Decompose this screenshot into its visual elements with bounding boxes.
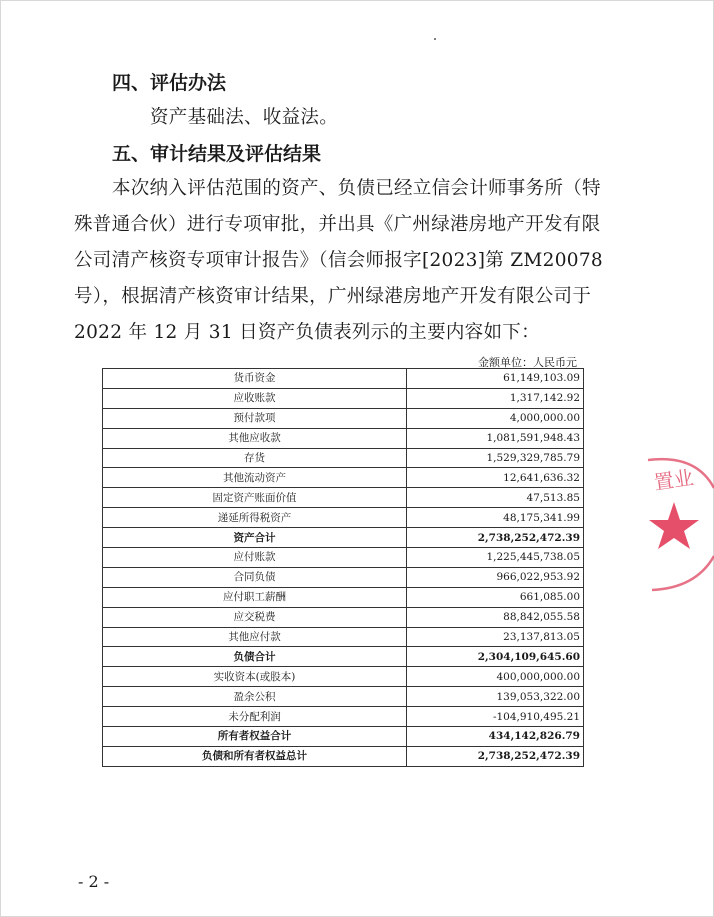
table-row	[103, 707, 584, 727]
row-label: 负债和所有者权益总计	[103, 746, 407, 766]
body-line-4: 号），根据清产核资审计结果，广州绿港房地产开发有限公司于	[74, 286, 592, 307]
table-row	[103, 687, 584, 707]
amount-unit-label: 金额单位：人民币元	[478, 356, 577, 369]
table-row	[103, 369, 584, 389]
table-row	[103, 627, 584, 647]
row-value: 400,000,000.00	[407, 667, 584, 687]
row-value: 88,842,055.58	[407, 607, 584, 627]
row-value: 1,081,591,948.43	[407, 428, 584, 448]
company-seal-stamp	[636, 448, 714, 598]
row-label: 其他流动资产	[103, 468, 407, 488]
scan-dot	[434, 38, 436, 40]
row-label: 其他应收款	[103, 428, 407, 448]
body-line-2: 殊普通合伙）进行专项审批，并出具《广州绿港房地产开发有限	[74, 214, 601, 235]
row-label: 合同负债	[103, 567, 407, 587]
row-label: 所有者权益合计	[103, 727, 407, 747]
body-line-5: 2022 年 12 月 31 日资产负债表列示的主要内容如下：	[74, 322, 540, 343]
table-row	[103, 548, 584, 568]
body-line-3: 公司清产核资专项审计报告》（信会师报字[2023]第 ZM20078	[74, 250, 603, 271]
row-label: 资产合计	[103, 528, 407, 548]
table-row-total	[103, 727, 584, 747]
table-row	[103, 448, 584, 468]
row-label: 固定资产账面价值	[103, 488, 407, 508]
table-row	[103, 667, 584, 687]
row-label: 预付款项	[103, 408, 407, 428]
page-number: - 2 -	[78, 872, 110, 891]
row-value: 661,085.00	[407, 587, 584, 607]
seal-star-icon	[649, 502, 699, 549]
body-line-1: 本次纳入评估范围的资产、负债已经立信会计师事务所（特	[112, 178, 601, 199]
table-row	[103, 508, 584, 528]
row-value: 966,022,953.92	[407, 567, 584, 587]
row-value: 61,149,103.09	[407, 369, 584, 389]
seal-text: 置业	[652, 465, 696, 495]
row-label: 应交税费	[103, 607, 407, 627]
table-row	[103, 468, 584, 488]
row-label: 递延所得税资产	[103, 508, 407, 528]
table-row	[103, 408, 584, 428]
row-value: 2,738,252,472.39	[407, 746, 584, 766]
row-label: 应付职工薪酬	[103, 587, 407, 607]
row-label: 盈余公积	[103, 687, 407, 707]
row-label: 应收账款	[103, 388, 407, 408]
row-value: 434,142,826.79	[407, 727, 584, 747]
row-value: 139,053,322.00	[407, 687, 584, 707]
row-value: 4,000,000.00	[407, 408, 584, 428]
heading-evaluation-method: 四、评估办法	[112, 72, 227, 94]
row-label: 未分配利润	[103, 707, 407, 727]
method-text: 资产基础法、收益法。	[150, 107, 339, 128]
table-row	[103, 388, 584, 408]
row-value: 47,513.85	[407, 488, 584, 508]
row-label: 存货	[103, 448, 407, 468]
table-row	[103, 567, 584, 587]
row-value: -104,910,495.21	[407, 707, 584, 727]
table-row	[103, 428, 584, 448]
row-value: 12,641,636.32	[407, 468, 584, 488]
table-row	[103, 488, 584, 508]
row-value: 1,225,445,738.05	[407, 548, 584, 568]
balance-sheet-table	[102, 368, 584, 767]
row-label: 实收资本(或股本)	[103, 667, 407, 687]
row-label: 其他应付款	[103, 627, 407, 647]
row-label: 负债合计	[103, 647, 407, 667]
heading-audit-results: 五、审计结果及评估结果	[112, 143, 322, 165]
row-label: 货币资金	[103, 369, 407, 389]
table-row-total	[103, 746, 584, 766]
row-value: 1,317,142.92	[407, 388, 584, 408]
table-row-total	[103, 647, 584, 667]
row-value: 2,304,109,645.60	[407, 647, 584, 667]
row-value: 2,738,252,472.39	[407, 528, 584, 548]
row-value: 1,529,329,785.79	[407, 448, 584, 468]
table-row	[103, 607, 584, 627]
row-value: 23,137,813.05	[407, 627, 584, 647]
table-row-total	[103, 528, 584, 548]
row-label: 应付账款	[103, 548, 407, 568]
table-row	[103, 587, 584, 607]
row-value: 48,175,341.99	[407, 508, 584, 528]
